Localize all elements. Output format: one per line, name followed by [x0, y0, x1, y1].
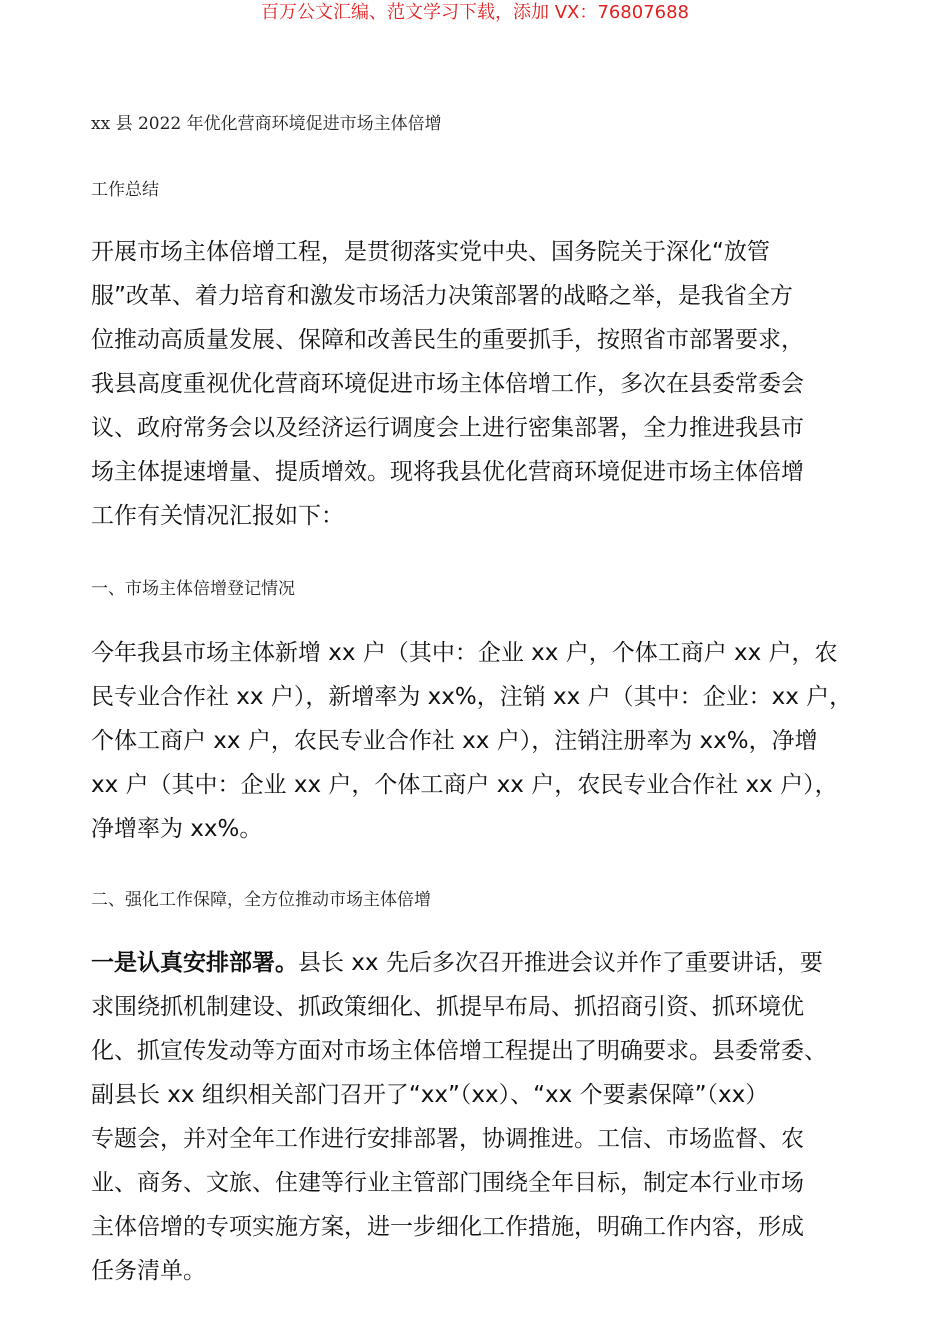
text-line: 工作有关情况汇报如下： — [91, 503, 344, 529]
section-2-paragraph — [91, 941, 891, 1293]
text-line: 主体倍增的专项实施方案，进一步细化工作措施，明确工作内容，形成 — [91, 1214, 804, 1240]
text-line — [91, 941, 891, 985]
text-line: 服”改革、着力培育和激发市场活力决策部署的战略之举，是我省全方 — [91, 283, 793, 309]
text-line: 开展市场主体倍增工程，是贯彻落实党中央、国务院关于深化“放管 — [91, 239, 770, 265]
text-line: 位推动高质量发展、保障和改善民生的重要抓手，按照省市部署要求， — [91, 327, 804, 353]
section-2-lead: 一是认真安排部署。 — [91, 950, 298, 976]
text-line: 场主体提速增量、提质增效。现将我县优化营商环境促进市场主体倍增 — [91, 459, 804, 485]
text-line: 议、政府常务会以及经济运行调度会上进行密集部署，全力推进我县市 — [91, 415, 804, 441]
section-1-heading: 一、市场主体倍增登记情况 — [91, 579, 295, 599]
text-line: 求围绕抓机制建设、抓政策细化、抓提早布局、抓招商引资、抓环境优 — [91, 994, 804, 1020]
text-line: 业、商务、文旅、住建等行业主管部门围绕全年目标，制定本行业市场 — [91, 1170, 804, 1196]
text-line: 专题会，并对全年工作进行安排部署，协调推进。工信、市场监督、农 — [91, 1126, 804, 1152]
intro-paragraph — [91, 230, 891, 538]
doc-title-line-2: 工作总结 — [91, 180, 159, 200]
watermark-banner: 百万公文汇编、范文学习下载，添加 VX：76807688 — [261, 2, 689, 23]
doc-title-line-1: xx 县 2022 年优化营商环境促进市场主体倍增 — [91, 114, 442, 134]
text-line: 化、抓宣传发动等方面对市场主体倍增工程提出了明确要求。县委常委、 — [91, 1038, 827, 1064]
section-1-paragraph — [91, 631, 891, 851]
text-line: 净增率为 xx%。 — [91, 816, 263, 842]
section-2-heading: 二、强化工作保障，全方位推动市场主体倍增 — [91, 890, 431, 910]
text-line: 个体工商户 xx 户，农民专业合作社 xx 户），注销注册率为 xx%，净增 — [91, 728, 818, 754]
text-line: 今年我县市场主体新增 xx 户（其中：企业 xx 户，个体工商户 xx 户，农 — [91, 640, 838, 666]
text-line: 我县高度重视优化营商环境促进市场主体倍增工作，多次在县委常委会 — [91, 371, 804, 397]
section-2-first-line: 县长 xx 先后多次召开推进会议并作了重要讲话，要 — [298, 950, 823, 976]
text-line: 副县长 xx 组织相关部门召开了“xx”（xx）、“xx 个要素保障”（xx） — [91, 1082, 769, 1108]
text-line: xx 户（其中：企业 xx 户，个体工商户 xx 户，农民专业合作社 xx 户）， — [91, 772, 838, 798]
text-line: 民专业合作社 xx 户），新增率为 xx%，注销 xx 户（其中：企业：xx 户， — [91, 684, 853, 710]
text-line: 任务清单。 — [91, 1258, 206, 1284]
